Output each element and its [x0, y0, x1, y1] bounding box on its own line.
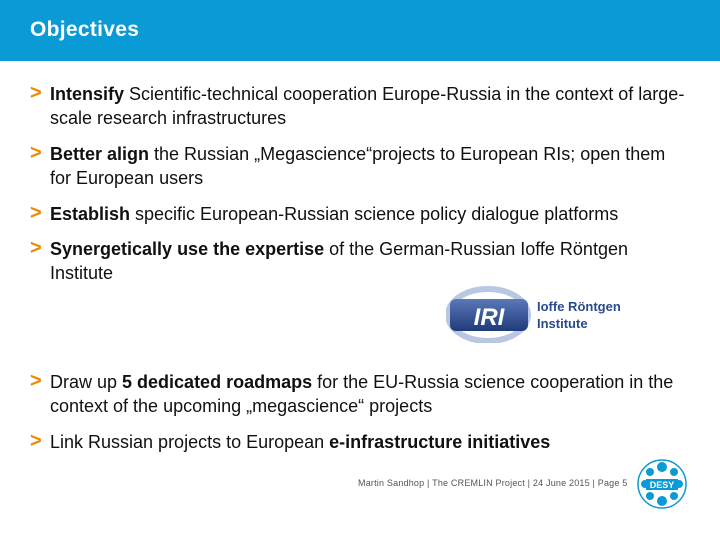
- arrow-icon: >: [30, 142, 42, 164]
- footer-text: Martin Sandhop | The CREMLIN Project | 24 June 2015 | Page 5: [358, 478, 628, 488]
- arrow-icon: >: [30, 82, 42, 104]
- bullet-text: Establish specific European-Russian science policy dialogue platforms: [50, 204, 619, 224]
- iri-logo-line2: Institute: [537, 316, 588, 331]
- arrow-icon: >: [30, 430, 42, 452]
- bullet-text: Draw up 5 dedicated roadmaps for the EU-Russia science cooperation in the context of the upcoming „megascience“ projects: [50, 372, 674, 416]
- title-bar: [0, 0, 720, 61]
- bullet-text: Intensify Scientific-technical cooperation Europe-Russia in the context of large-scale research infrastructures: [50, 84, 685, 128]
- iri-logo-text: [537, 298, 621, 332]
- bullet-item-intensify: [30, 82, 690, 130]
- desy-label: DESY: [649, 480, 675, 490]
- bullet-item-establish: [30, 202, 690, 226]
- bullet-item-synergetically: [30, 237, 690, 285]
- iri-logo-line1: Ioffe Röntgen: [537, 299, 621, 314]
- arrow-icon: >: [30, 237, 42, 259]
- bullet-text: Better align the Russian „Megascience“projects to European RIs; open them for European users: [50, 144, 666, 188]
- bullet-item-link-projects: [30, 430, 690, 454]
- bullet-text: Link Russian projects to European e-infrastructure initiatives: [50, 432, 551, 452]
- arrow-icon: >: [30, 370, 42, 392]
- bullet-item-roadmaps: [30, 370, 690, 418]
- bullet-text: Synergetically use the expertise of the German-Russian Ioffe Röntgen Institute: [50, 239, 628, 283]
- slide-title: Objectives: [30, 18, 140, 41]
- bullet-item-better-align: [30, 142, 690, 190]
- iri-mark: IRI: [473, 304, 505, 331]
- arrow-icon: >: [30, 202, 42, 224]
- desy-logo: [636, 458, 688, 510]
